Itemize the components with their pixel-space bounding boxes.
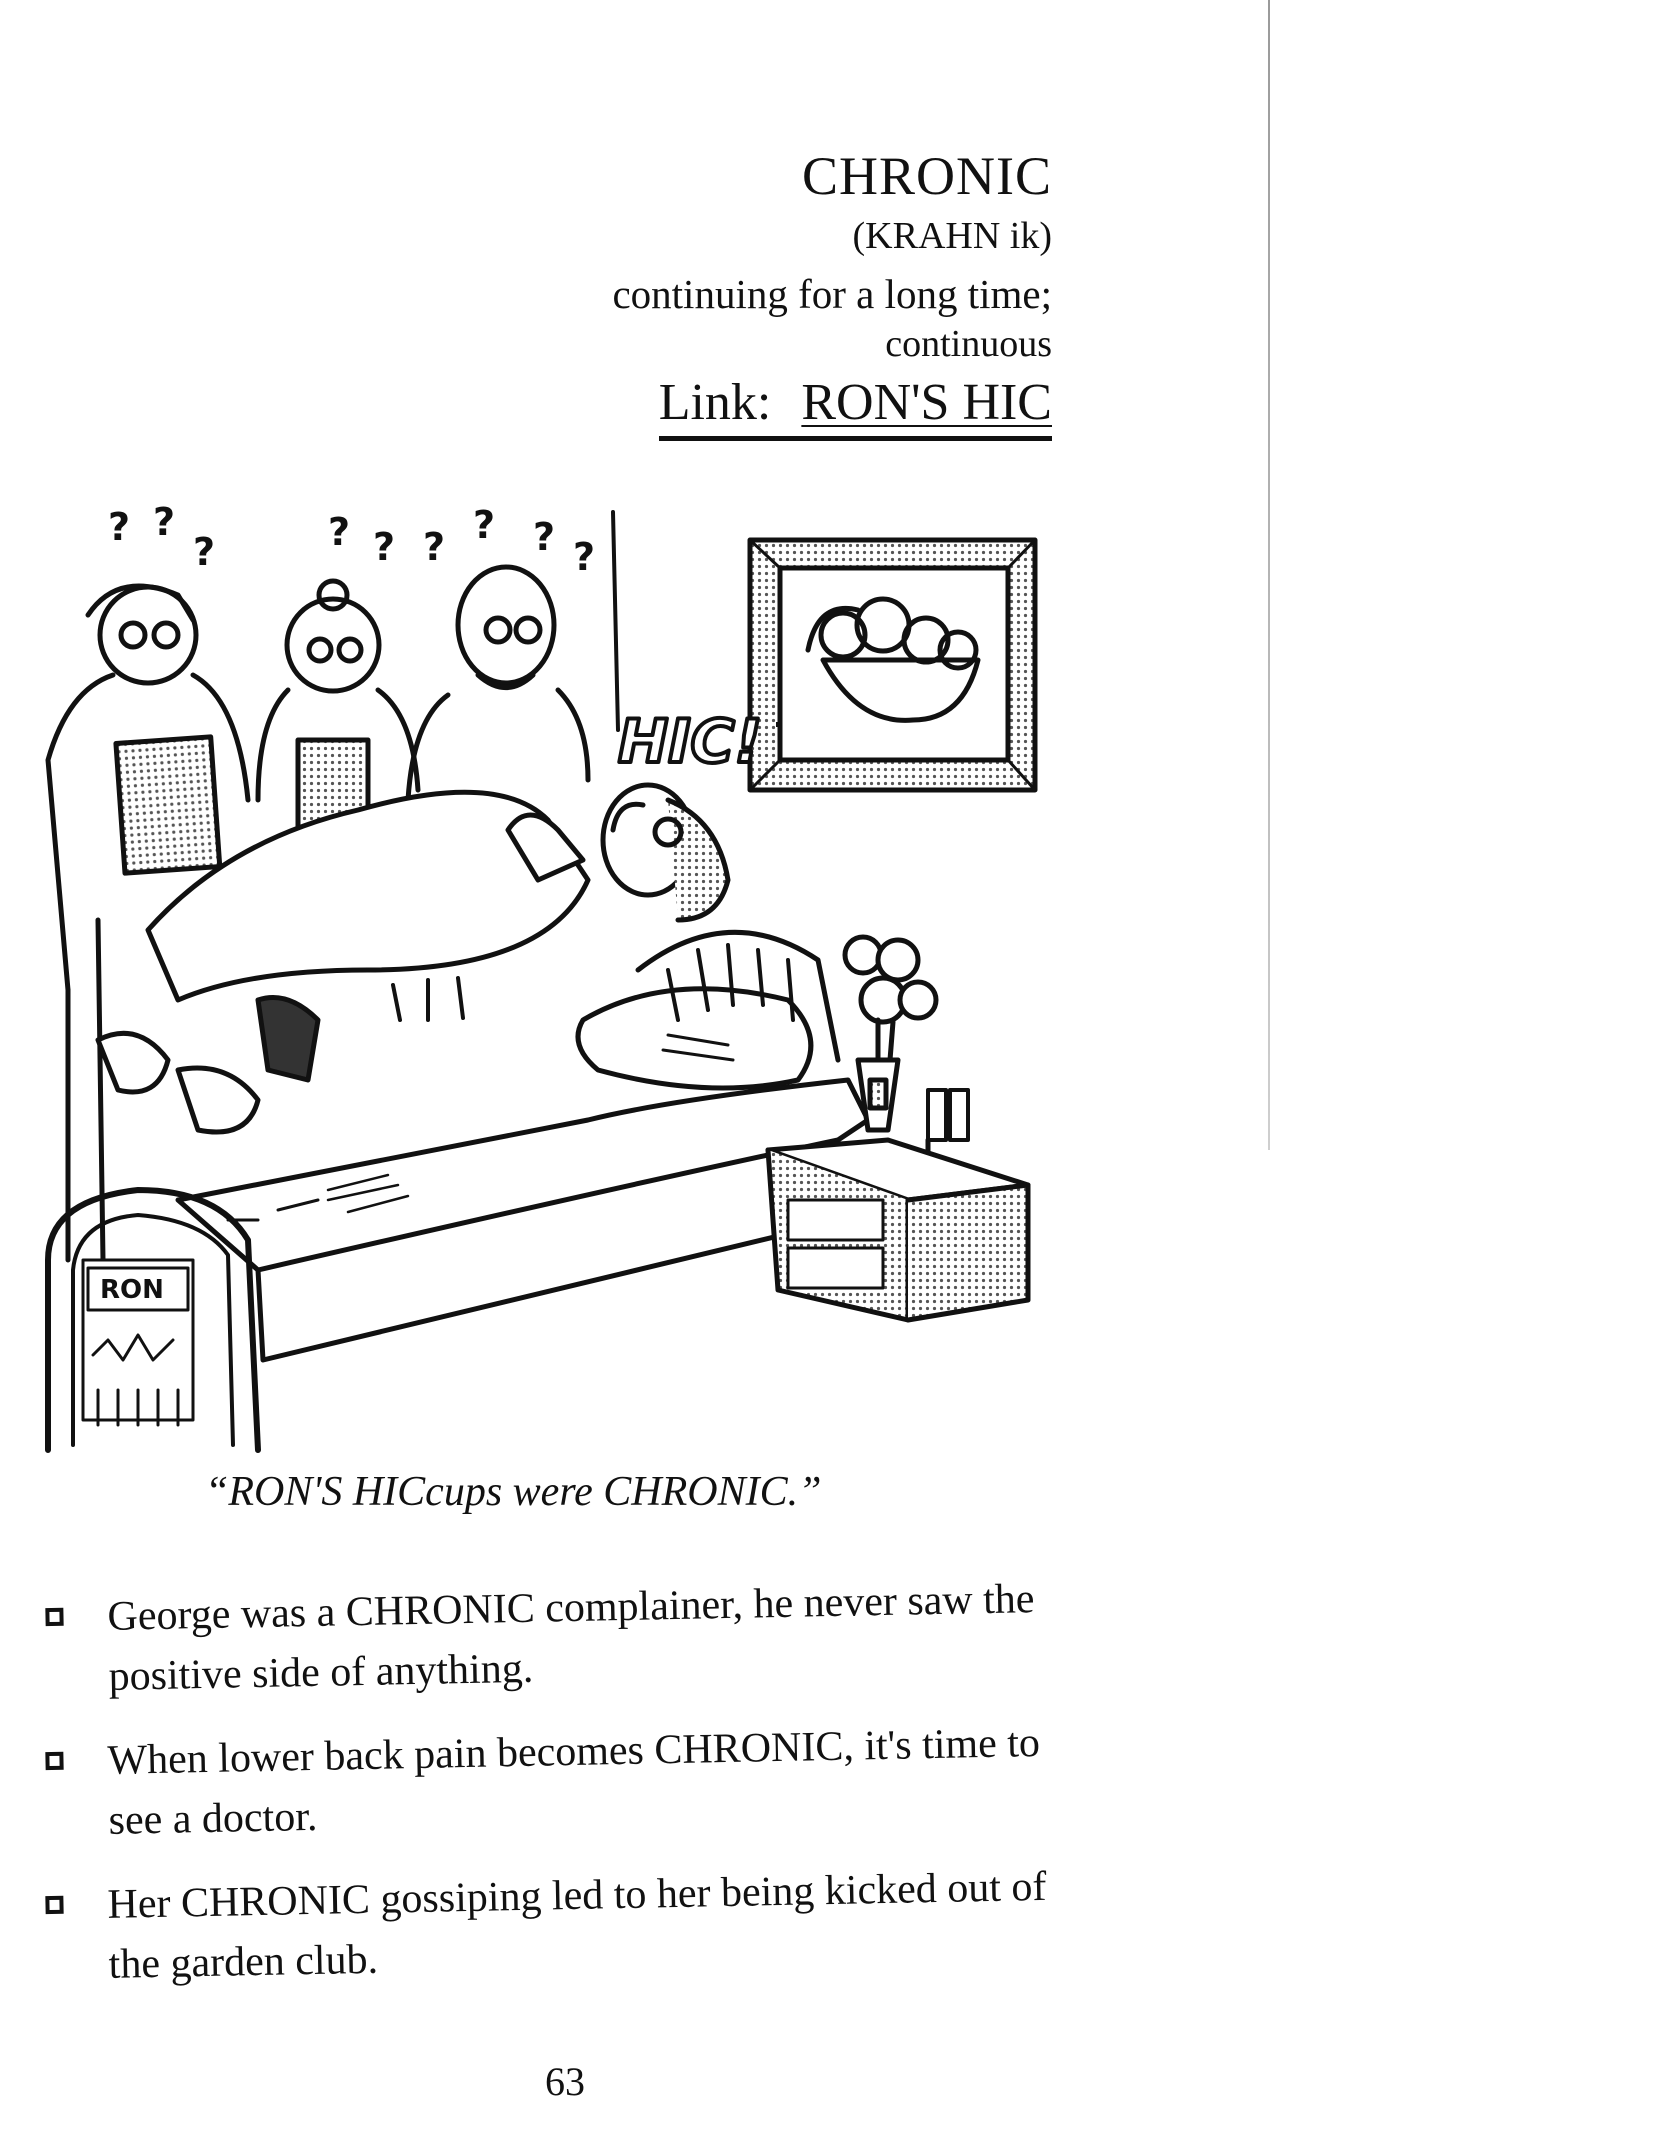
cartoon-caption: “RON'S HICcups were CHRONIC.”: [205, 1469, 822, 1515]
svg-text:?: ?: [108, 505, 131, 549]
link-line: [659, 373, 1052, 441]
pepper-shaker: [950, 1090, 968, 1140]
pronunciation: (KRAHN ik): [852, 215, 1052, 257]
link-label: Link:: [658, 374, 772, 431]
svg-text:?: ?: [423, 525, 446, 569]
page-number: 63: [545, 2059, 585, 2104]
checkbox-icon: [45, 1752, 63, 1770]
svg-text:?: ?: [373, 525, 396, 569]
example-text: Her CHRONIC gossiping led to her being kicked out of the garden club.: [107, 1863, 1047, 1988]
example-text: When lower back pain becomes CHRONIC, it's time to see a doctor.: [107, 1719, 1041, 1844]
example-sentence-3: [45, 1856, 1097, 1996]
question-marks: [108, 500, 595, 579]
hic-sound-effect: HIC!: [618, 707, 762, 777]
svg-text:?: ?: [193, 530, 216, 574]
svg-text:?: ?: [328, 510, 351, 554]
doctor-middle: [258, 581, 418, 830]
patient-name-tag: RON: [100, 1275, 164, 1305]
salt-shaker: [928, 1090, 946, 1140]
page-spine-edge: [1268, 0, 1270, 1150]
example-sentence-1: [45, 1568, 1097, 1708]
cartoon-illustration: [28, 500, 1058, 1460]
vocabulary-word: CHRONIC: [801, 146, 1052, 206]
definition-line-1: continuing for a long time;: [612, 271, 1052, 317]
checkbox-icon: [45, 1896, 63, 1914]
example-sentence-2: [45, 1712, 1097, 1852]
doctor-right: [408, 567, 588, 800]
example-text: George was a CHRONIC complainer, he never saw the positive side of anything.: [107, 1576, 1035, 1700]
nightstand: [768, 1140, 1028, 1320]
definition-line-2: continuous: [885, 323, 1052, 365]
fruit-painting: [750, 540, 1035, 790]
svg-text:?: ?: [533, 515, 556, 559]
link-value: RON'S HIC: [801, 374, 1052, 431]
svg-text:?: ?: [473, 503, 496, 547]
svg-text:?: ?: [573, 535, 596, 579]
svg-text:?: ?: [153, 500, 176, 544]
checkbox-icon: [45, 1608, 63, 1626]
